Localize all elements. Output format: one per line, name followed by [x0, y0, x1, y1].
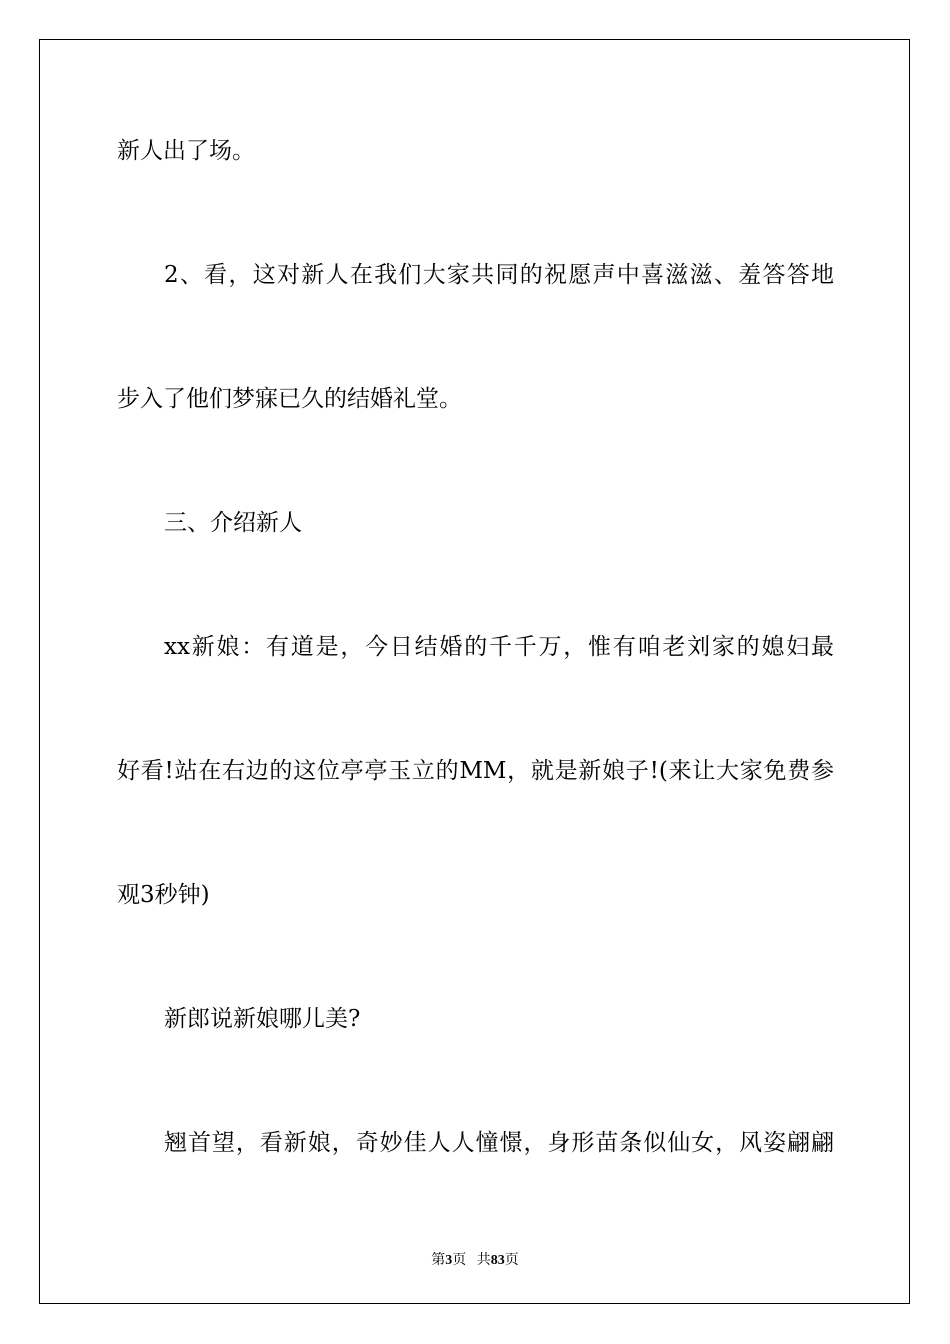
- page-border: [39, 39, 910, 1304]
- text-line-6: 好看!站在右边的这位亭亭玉立的MM，就是新娘子!(来让大家免费参: [117, 758, 834, 784]
- footer-total-prefix: 共: [476, 1253, 491, 1268]
- footer-page-prefix: 第: [431, 1253, 446, 1268]
- footer-page-suffix: 页: [452, 1253, 467, 1268]
- footer-total-suffix: 页: [504, 1253, 519, 1268]
- section-heading: 三、介绍新人: [164, 510, 302, 536]
- text-line-9: 翘首望，看新娘，奇妙佳人人憧憬，身形苗条似仙女，风姿翩翩: [164, 1130, 834, 1156]
- text-line-2: 2、看，这对新人在我们大家共同的祝愿声中喜滋滋、羞答答地: [164, 262, 834, 288]
- page-footer: [0, 1249, 950, 1269]
- text-line-7: 观3秒钟): [117, 882, 210, 908]
- text-line-5: xx新娘：有道是，今日结婚的千千万，惟有咱老刘家的媳妇最: [164, 634, 834, 660]
- text-line-3: 步入了他们梦寐已久的结婚礼堂。: [117, 386, 462, 412]
- text-line-8: 新郎说新娘哪儿美?: [164, 1006, 361, 1032]
- footer-page-number: 3: [445, 1253, 453, 1268]
- text-line-1: 新人出了场。: [117, 138, 255, 164]
- footer-total-pages: 83: [490, 1253, 505, 1268]
